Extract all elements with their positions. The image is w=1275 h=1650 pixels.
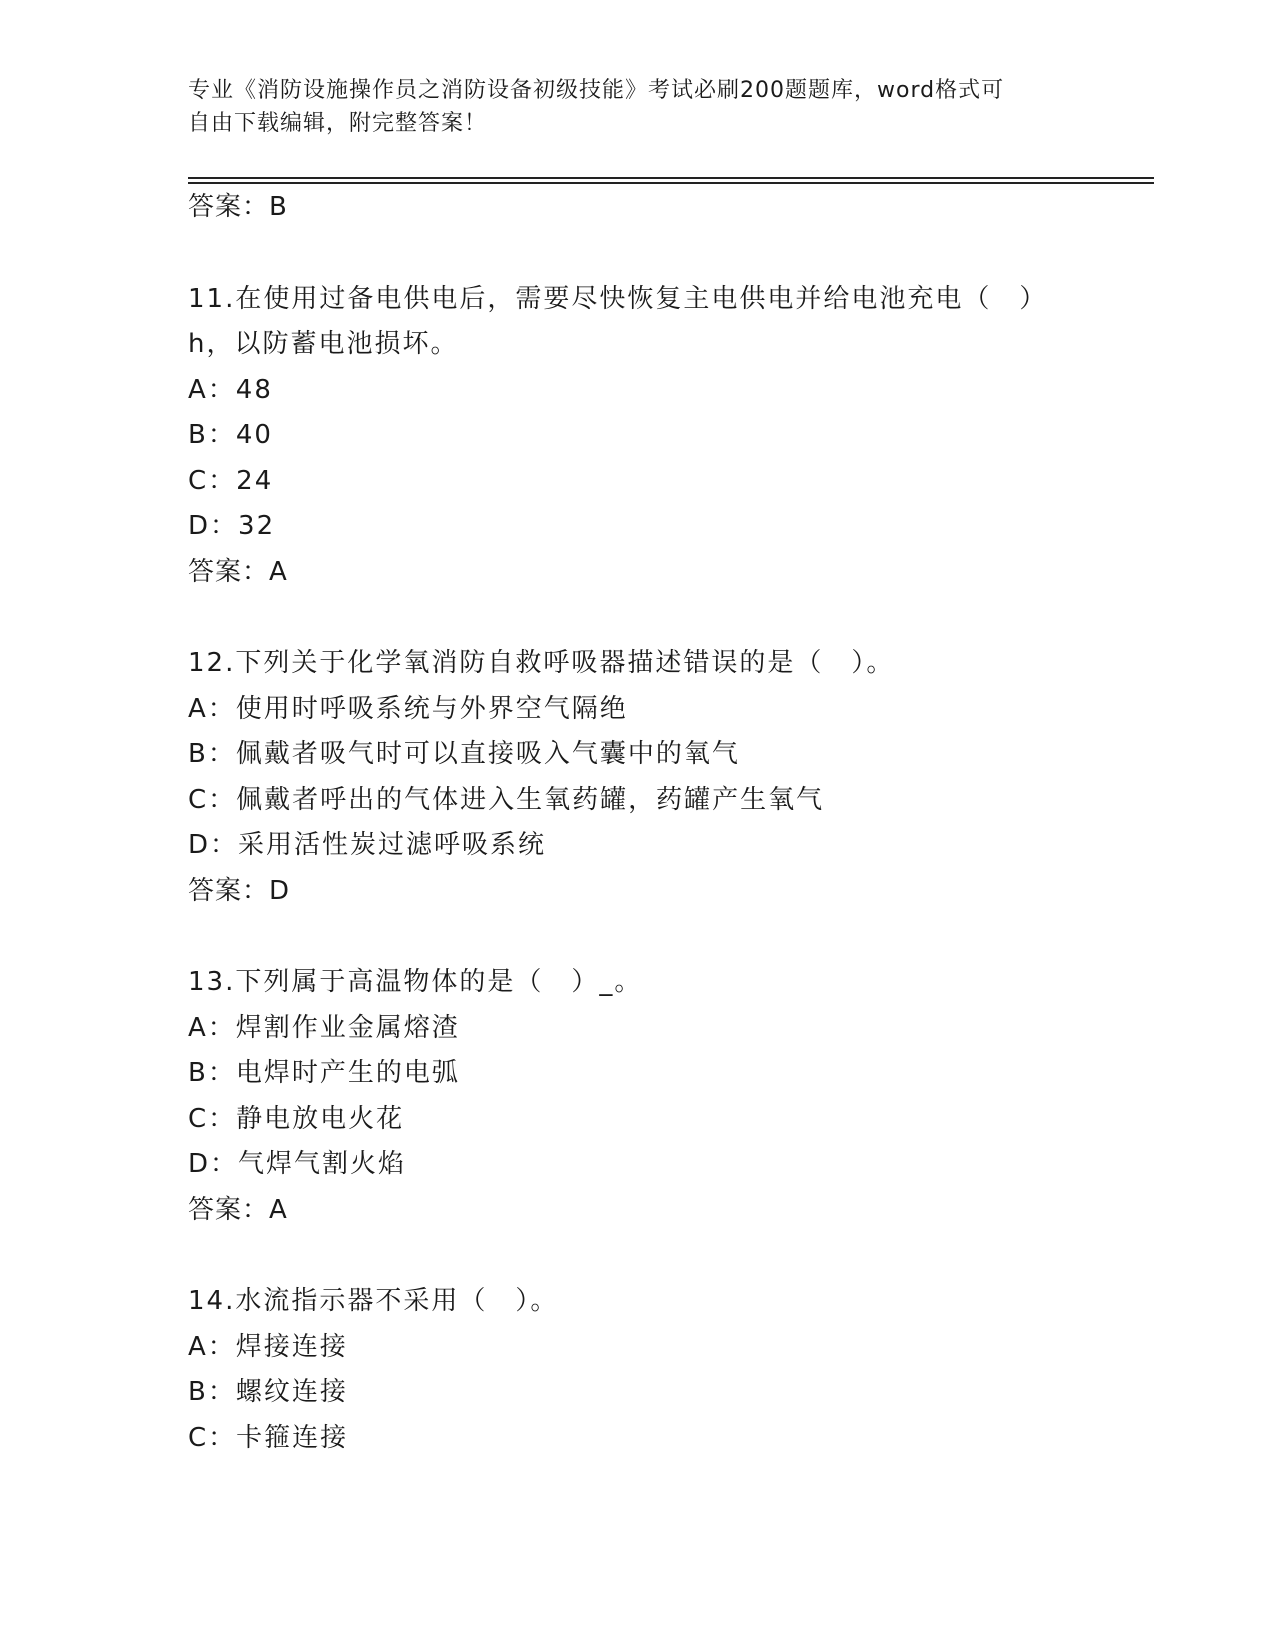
option-c: C：24 <box>188 465 274 496</box>
spacer <box>188 231 1088 277</box>
question-list <box>188 185 1088 1461</box>
header-line-1: 专业《消防设施操作员之消防设备初级技能》考试必刷200题题库，word格式可 <box>188 78 1005 103</box>
question-stem: 14.水流指示器不采用（ ）。 <box>188 1286 559 1316</box>
question-stem: 12.下列关于化学氧消防自救呼吸器描述错误的是（ ）。 <box>188 648 895 678</box>
question-11 <box>188 277 1088 596</box>
answer: 答案：A <box>188 1194 288 1225</box>
option-c: C：卡箍连接 <box>188 1422 349 1453</box>
option-a: A：48 <box>188 374 273 405</box>
option-b: B：40 <box>188 420 273 450</box>
question-stem: 11.在使用过备电供电后，需要尽快恢复主电供电并给电池充电（ ） <box>188 283 1048 314</box>
option-d: D：气焊气割火焰 <box>188 1149 407 1179</box>
answer: 答案：D <box>188 875 291 906</box>
option-a: A：焊接连接 <box>188 1331 348 1362</box>
option-b: B：螺纹连接 <box>188 1377 348 1407</box>
question-12 <box>188 641 1088 914</box>
header-divider-secondary <box>188 182 1154 184</box>
page-header <box>188 74 1068 140</box>
question-14 <box>188 1279 1088 1461</box>
previous-answer: 答案：B <box>188 192 288 222</box>
question-stem: 13.下列属于高温物体的是（ ）_。 <box>188 967 643 997</box>
spacer <box>188 595 1088 641</box>
option-a: A：焊割作业金属熔渣 <box>188 1012 460 1043</box>
spacer <box>188 914 1088 960</box>
option-b: B：佩戴者吸气时可以直接吸入气囊中的氧气 <box>188 739 740 769</box>
header-divider <box>188 177 1154 179</box>
option-d: D：采用活性炭过滤呼吸系统 <box>188 830 547 860</box>
header-line-2: 自由下载编辑，附完整答案！ <box>188 111 488 136</box>
option-a: A：使用时呼吸系统与外界空气隔绝 <box>188 693 628 724</box>
option-b: B：电焊时产生的电弧 <box>188 1058 460 1088</box>
question-13 <box>188 960 1088 1233</box>
answer: 答案：A <box>188 556 288 587</box>
option-c: C：佩戴者呼出的气体进入生氧药罐，药罐产生氧气 <box>188 784 825 815</box>
spacer <box>188 1233 1088 1279</box>
question-stem: h，以防蓄电池损坏。 <box>188 329 459 359</box>
option-d: D：32 <box>188 511 276 541</box>
option-c: C：静电放电火花 <box>188 1103 405 1134</box>
